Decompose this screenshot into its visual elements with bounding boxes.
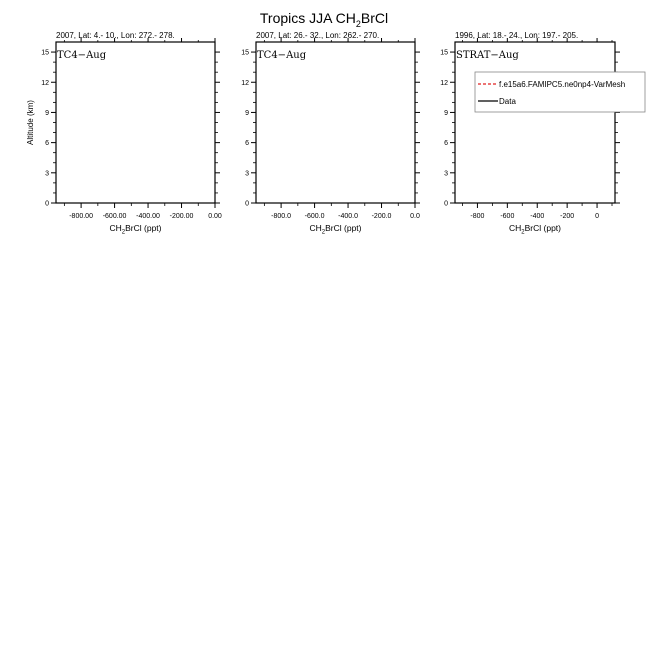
panels-group	[26, 31, 620, 236]
y-tick-label: 12	[41, 79, 49, 87]
y-tick-label: 0	[45, 200, 49, 208]
x-tick-label: -200.0	[371, 213, 392, 220]
panel-2	[241, 31, 420, 236]
y-tick-label: 15	[440, 49, 448, 57]
figure-title: Tropics JJA $CH_2BrCl$	[259, 10, 389, 29]
panel-1	[26, 31, 222, 236]
y-tick-label: 6	[444, 140, 448, 148]
x-tick-label: -600.00	[102, 213, 127, 220]
y-tick-label: 0	[245, 200, 249, 208]
panel-3	[440, 31, 620, 236]
x-tick-label: -200.00	[169, 213, 194, 220]
plot-frame	[455, 42, 615, 203]
x-tick-label: -200	[560, 213, 575, 220]
campaign-label: TC4−Aug	[57, 50, 107, 61]
y-tick-label: 9	[444, 109, 448, 117]
x-tick-label: -800.0	[271, 213, 292, 220]
plot-frame	[256, 42, 415, 203]
legend-data-label: Data	[499, 97, 516, 106]
campaign-label: TC4−Aug	[257, 50, 307, 61]
y-tick-label: 15	[241, 49, 249, 57]
panel-header: 1996, Lat: 18.- 24., Lon: 197.- 205.	[455, 31, 579, 40]
x-axis-label: $CH_2BrCl$ (ppt)	[309, 223, 362, 236]
legend-box	[475, 72, 645, 112]
legend-model-label: f.e15a6.FAMIPC5.ne0np4-VarMesh	[499, 80, 626, 89]
campaign-label: STRAT−Aug	[456, 50, 519, 61]
legend	[475, 72, 645, 112]
x-tick-label: -600.0	[304, 213, 325, 220]
x-tick-label: -800	[470, 213, 485, 220]
y-tick-label: 3	[45, 170, 49, 178]
y-tick-label: 3	[444, 170, 448, 178]
x-tick-label: 0.00	[208, 213, 222, 220]
x-tick-label: -400	[530, 213, 545, 220]
y-tick-label: 9	[245, 109, 249, 117]
y-tick-label: 12	[241, 79, 249, 87]
x-tick-label: 0.0	[410, 213, 420, 220]
y-tick-label: 12	[440, 79, 448, 87]
plot-frame	[56, 42, 215, 203]
y-tick-label: 6	[45, 140, 49, 148]
y-tick-label: 6	[245, 140, 249, 148]
y-tick-label: 3	[245, 170, 249, 178]
x-axis-label: $CH_2BrCl$ (ppt)	[109, 223, 162, 236]
x-tick-label: -800.00	[69, 213, 93, 220]
x-tick-label: -400.00	[136, 213, 160, 220]
x-axis-label: $CH_2BrCl$ (ppt)	[509, 223, 561, 236]
y-axis-label: Altitude (km)	[26, 100, 35, 145]
x-tick-label: -400.0	[338, 213, 358, 220]
panel-header: 2007, Lat: 4.- 10., Lon: 272.- 278.	[56, 31, 175, 40]
y-tick-label: 9	[45, 109, 49, 117]
y-tick-label: 15	[41, 49, 49, 57]
y-tick-label: 0	[444, 200, 448, 208]
panel-header: 2007, Lat: 26.- 32., Lon: 262.- 270.	[256, 31, 380, 40]
x-tick-label: -600	[500, 213, 515, 220]
x-tick-label: 0	[595, 213, 600, 220]
